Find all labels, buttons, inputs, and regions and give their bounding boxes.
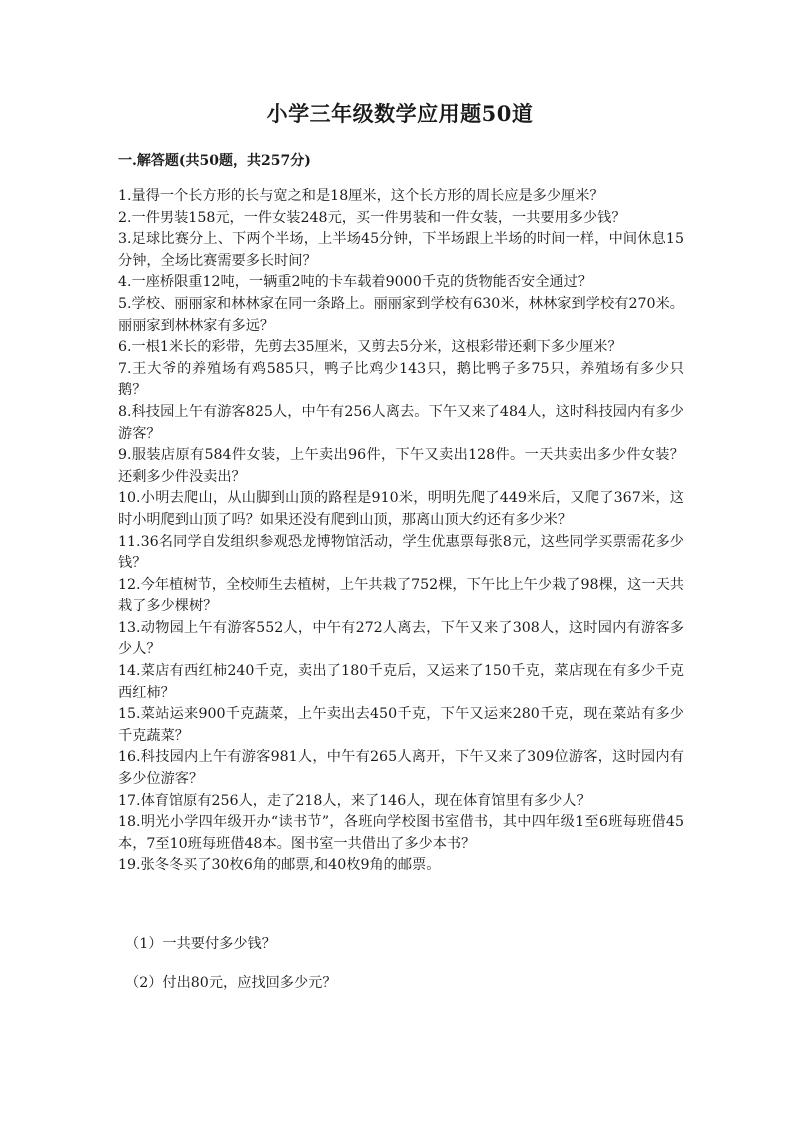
- question-item: 8.科技园上午有游客825人，中午有256人离去。下午又来了484人，这时科技园内有多少游客？: [118, 403, 684, 442]
- section-heading: 一.解答题(共50题，共257分): [118, 153, 311, 169]
- question-item: 19.张冬冬买了30枚6角的邮票,和40枚9角的邮票。: [118, 857, 441, 874]
- question-item: 6.一根1米长的彩带，先剪去35厘米，又剪去5分米，这根彩带还剩下多少厘米？: [118, 339, 622, 356]
- sub-question-item: （2）付出80元，应找回多少元？: [125, 974, 337, 991]
- sub-question-list: [118, 934, 684, 1011]
- question-item: 16.科技园内上午有游客981人，中午有265人离开，下午又来了309位游客，这时园内有多少位游客？: [118, 749, 684, 788]
- question-item: 1.量得一个长方形的长与宽之和是18厘米，这个长方形的周长应是多少厘米？: [118, 188, 604, 204]
- question-item: 12.今年植树节，全校师生去植树，上午共栽了752棵，下午比上午少栽了98棵，这一天共栽了多少棵树？: [118, 576, 684, 615]
- question-item: 15.菜站运来900千克蔬菜，上午卖出去450千克，下午又运来280千克，现在菜站有多少千克蔬菜？: [118, 706, 684, 744]
- question-item: 9.服装店原有584件女装，上午卖出96件，下午又卖出128件。一天共卖出多少件女装？还剩多少件没卖出？: [118, 447, 684, 485]
- question-item: 7.王大爷的养殖场有鸡585只，鸭子比鸡少143只，鹅比鸭子多75只，养殖场有多少只鹅？: [118, 360, 684, 399]
- question-list: [118, 186, 684, 877]
- question-item: 14.菜店有西红柿240千克，卖出了180千克后，又运来了150千克，菜店现在有多少千克西红柿？: [118, 663, 684, 701]
- question-item: 17.体育馆原有256人，走了218人，来了146人，现在体育馆里有多少人？: [118, 792, 591, 809]
- question-item: 10.小明去爬山，从山脚到山顶的路程是910米，明明先爬了449米后，又爬了367米，这时小明爬到山顶了吗？如果还没有爬到山顶，那离山顶大约还有多少米？: [118, 490, 684, 528]
- sub-question-item: （1）一共要付多少钱？: [125, 936, 276, 952]
- question-item: 5.学校、丽丽家和林林家在同一条路上。丽丽家到学校有630米，林林家到学校有270米。丽丽家到林林家有多远？: [118, 295, 684, 334]
- question-item: 11.36名同学自发组织参观恐龙博物馆活动，学生优惠票每张8元，这些同学买票需花多少钱？: [118, 533, 684, 572]
- question-item: 18.明光小学四年级开办“读书节”，各班向学校图书室借书，其中四年级1至6班每班借45本，7至10班每班借48本。图书室一共借出了多少本书？: [118, 814, 684, 852]
- question-item: 4.一座桥限重12吨，一辆重2吨的卡车载着9000千克的货物能否安全通过？: [118, 274, 592, 291]
- question-item: 3.足球比赛分上、下两个半场，上半场45分钟，下半场跟上半场的时间一样，中间休息15分钟，全场比赛需要多长时间？: [118, 231, 684, 269]
- question-item: 13.动物园上午有游客552人，中午有272人离去，下午又来了308人，这时园内有游客多少人？: [118, 619, 684, 658]
- document-title: 小学三年级数学应用题50道: [266, 101, 534, 126]
- question-item: 2.一件男装158元，一件女装248元，买一件男装和一件女装，一共要用多少钱？: [118, 209, 626, 226]
